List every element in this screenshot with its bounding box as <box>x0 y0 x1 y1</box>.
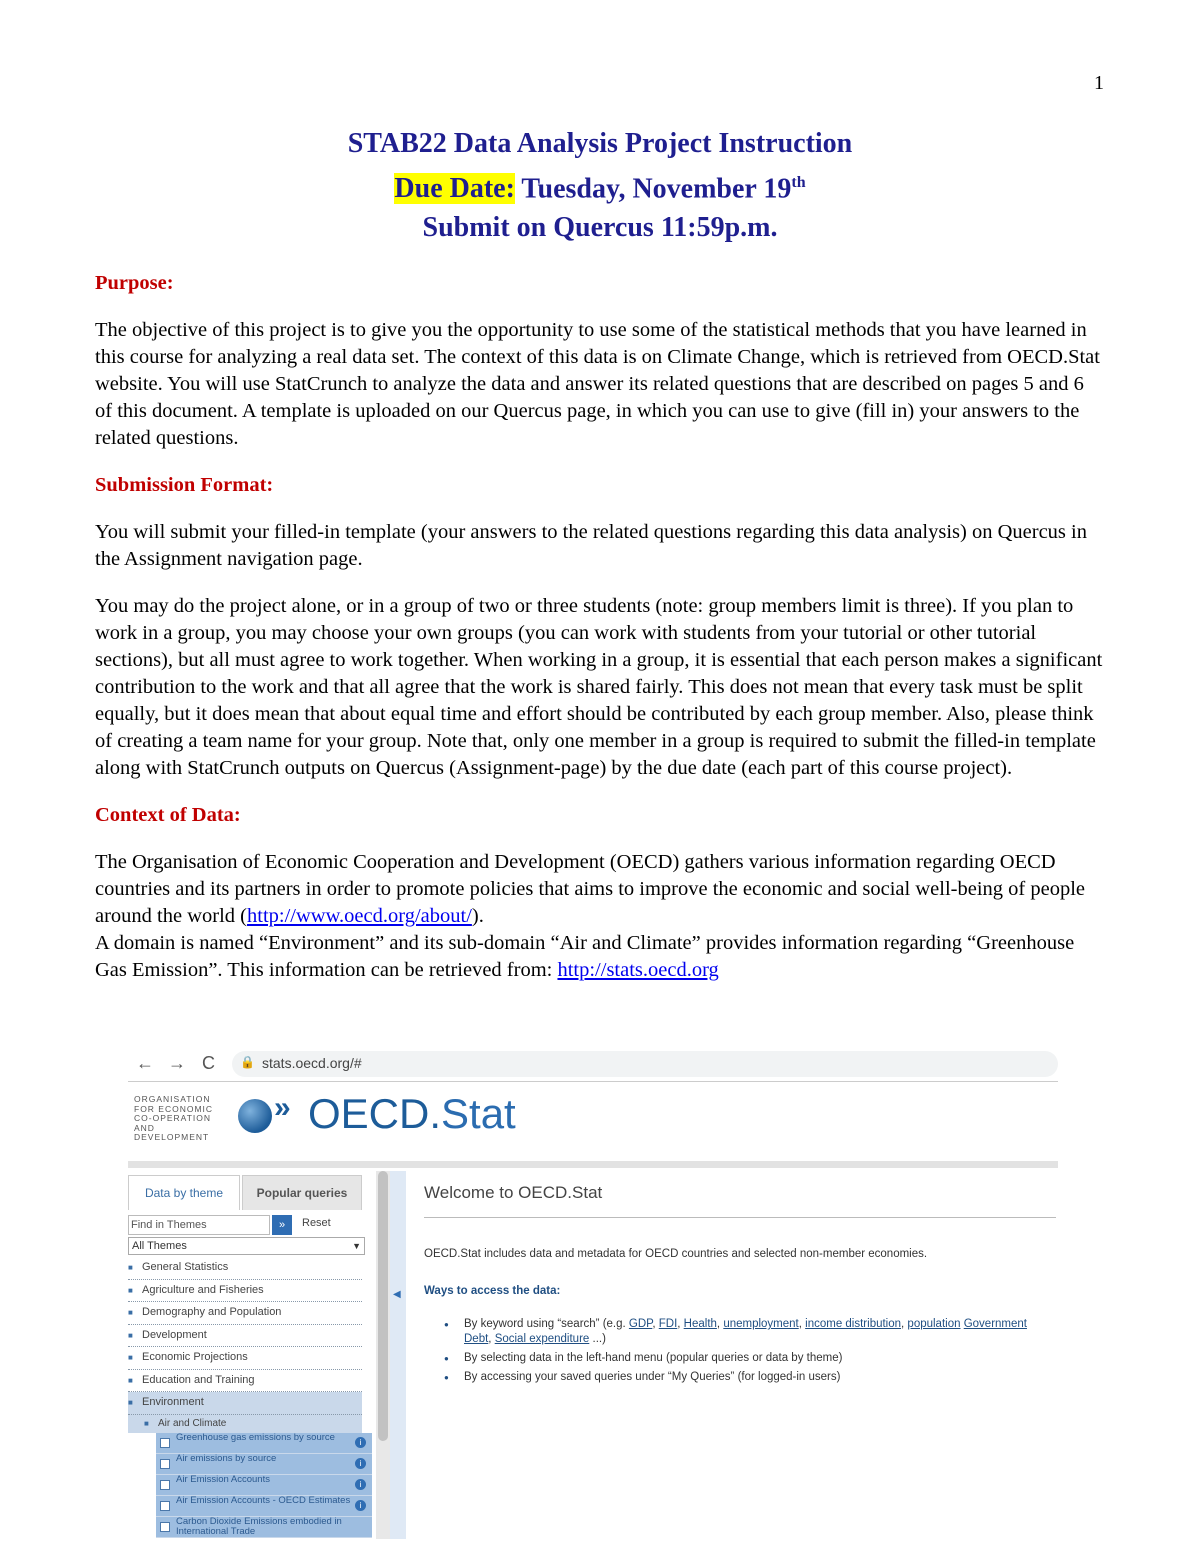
welcome-intro: OECD.Stat includes data and metadata for OECD countries and selected non-member economies. <box>424 1248 928 1260</box>
page-number: 1 <box>1094 72 1104 94</box>
oecd-about-link[interactable]: http://www.oecd.org/about/ <box>247 905 472 927</box>
due-date-value: Tuesday, November 19 <box>514 173 792 205</box>
keyword-link[interactable]: income distribution <box>805 1318 902 1330</box>
ways-heading: Ways to access the data: <box>424 1285 561 1297</box>
dataset-item[interactable] <box>156 1433 372 1454</box>
theme-item-environment[interactable]: ■ Environment <box>128 1392 362 1415</box>
reload-icon[interactable]: C <box>202 1053 215 1073</box>
logo-stat: Stat <box>441 1090 516 1137</box>
oecd-org-name: ORGANISATION FOR ECONOMIC CO-OPERATION AND DEVELOPMENT <box>134 1094 214 1142</box>
keyword-link[interactable]: GDP <box>628 1318 653 1330</box>
submission-heading: Submission Format: <box>95 474 274 496</box>
browser-address-bar <box>128 1047 1058 1082</box>
title-block <box>0 124 1200 247</box>
collapse-arrow-icon[interactable]: ◀ <box>393 1289 401 1300</box>
forward-arrow-icon[interactable]: → <box>168 1053 186 1073</box>
dataset-label: Air Emission Accounts - OECD Estimates <box>176 1495 351 1506</box>
tab-data-by-theme[interactable]: Data by theme <box>128 1175 240 1210</box>
oecd-stats-link[interactable]: http://stats.oecd.org <box>557 959 719 981</box>
collapse-panel-bar[interactable] <box>390 1171 406 1539</box>
purpose-text: The objective of this project is to give you the opportunity to use some of the statistical methods that you have learned in this course for analyzing a real data set. The context of this data is on Climate Change, which is retrieved from OECD.Stat website. You will use StatCrunch to analyze the data and answer its related questions that are described on pages 5 and 6 of this document. A template is uploaded on our Quercus page, in which you can use to give (fill in) your answers to the related questions. <box>95 319 1100 449</box>
theme-tree <box>128 1257 362 1538</box>
context-heading: Context of Data: <box>95 804 241 826</box>
url-text: stats.oecd.org/# <box>262 1055 362 1071</box>
dataset-item[interactable] <box>156 1517 372 1538</box>
due-date-label: Due Date: <box>394 173 515 205</box>
context-p2-text: A domain is named “Environment” and its sub-domain “Air and Climate” provides information regarding “Greenhouse Gas Emission”. This information can be retrieved from: <box>95 932 1075 981</box>
due-date-suffix: th <box>791 174 806 191</box>
theme-item[interactable]: ■ Agriculture and Fisheries <box>128 1280 362 1303</box>
purpose-heading: Purpose: <box>95 272 174 294</box>
context-paragraph-2 <box>95 930 1105 984</box>
keyword-link[interactable]: Government Debt <box>464 1318 1027 1345</box>
chevron-down-icon: ▼ <box>352 1241 361 1251</box>
keyword-link[interactable]: Health <box>683 1318 717 1330</box>
submission-paragraph-1: You will submit your filled-in template (your answers to the related questions regarding this data analysis) on Quercus in the Assignment navigation page. <box>95 521 1087 570</box>
context-p1-end: ). <box>471 905 484 927</box>
tab-popular-queries[interactable]: Popular queries <box>242 1175 362 1210</box>
welcome-title: Welcome to OECD.Stat <box>424 1183 603 1202</box>
theme-item[interactable]: ■ General Statistics <box>128 1257 362 1280</box>
oecd-stat-logo <box>308 1090 516 1138</box>
theme-item[interactable]: ■ Education and Training <box>128 1370 362 1393</box>
keyword-link[interactable]: Social expenditure <box>494 1333 590 1345</box>
globe-logo-icon <box>238 1099 272 1133</box>
bullet-text-end: ...) <box>589 1333 606 1345</box>
reset-button[interactable]: Reset <box>302 1217 331 1229</box>
back-arrow-icon[interactable]: ← <box>136 1053 154 1073</box>
keyword-link[interactable]: population <box>907 1318 961 1330</box>
document-body <box>95 270 1105 984</box>
bullet-text: By keyword using “search” (e.g. <box>464 1318 629 1330</box>
info-icon[interactable]: i <box>355 1500 366 1511</box>
dataset-item[interactable] <box>156 1454 372 1475</box>
context-p1-text: The Organisation of Economic Cooperation and Development (OECD) gathers various information regarding OECD countries and its partners in order to promote policies that aims to improve the economic and social well-being of people around the world ( <box>95 851 1085 927</box>
dataset-item[interactable] <box>156 1496 372 1517</box>
scrollbar-thumb[interactable] <box>378 1171 388 1441</box>
left-scrollbar[interactable] <box>376 1171 390 1539</box>
theme-select[interactable] <box>128 1237 365 1255</box>
dataset-item[interactable] <box>156 1475 372 1496</box>
submission-paragraph-2: You may do the project alone, or in a group of two or three students (note: group members limit is three). If you plan to work in a group, you may choose your own groups (you can work with students from your tutorial or other tutorial sections), but all must agree to work together. When working in a group, it is essential that each person makes a significant contribution to the work and that all agree that the work is shared fairly. This does not mean that every task must be split equally, but it does mean that about equal time and effort should be contributed by each group member. Also, please think of creating a team name for your group. Note that, only one member in a group is required to submit the filled-in template along with StatCrunch outputs on Quercus (Assignment-page) by the due date (each part of this course project). <box>95 595 1103 779</box>
document-title: STAB22 Data Analysis Project Instruction <box>347 128 853 159</box>
list-item: ● By accessing your saved queries under “My Queries” (for logged-in users) <box>444 1370 1056 1385</box>
oecd-screenshot <box>128 1047 1058 1539</box>
left-panel <box>128 1171 378 1539</box>
logo-oecd: OECD. <box>308 1090 442 1137</box>
submit-line: Submit on Quercus 11:59p.m. <box>422 212 778 244</box>
theme-item[interactable]: ■ Development <box>128 1325 362 1348</box>
chevrons-logo-icon: » <box>274 1091 291 1124</box>
ways-list <box>444 1317 1056 1389</box>
keyword-link[interactable]: FDI <box>658 1318 678 1330</box>
dataset-label: Carbon Dioxide Emissions embodied in International Trade <box>176 1516 342 1537</box>
dataset-label: Greenhouse gas emissions by source <box>176 1432 335 1443</box>
url-box[interactable] <box>232 1051 1058 1077</box>
dataset-label: Air emissions by source <box>176 1453 277 1464</box>
info-icon[interactable]: i <box>355 1479 366 1490</box>
due-date-line <box>0 163 1200 208</box>
find-in-themes-input[interactable]: Find in Themes <box>128 1215 270 1235</box>
keyword-link[interactable]: unemployment <box>723 1318 799 1330</box>
info-icon[interactable]: i <box>355 1458 366 1469</box>
theme-item[interactable]: ■ Economic Projections <box>128 1347 362 1370</box>
list-item: ● By selecting data in the left-hand menu (popular queries or data by theme) <box>444 1351 1056 1366</box>
search-go-button[interactable]: » <box>272 1215 292 1235</box>
theme-item[interactable]: ■ Demography and Population <box>128 1302 362 1325</box>
context-paragraph-1 <box>95 849 1105 930</box>
list-item: ● By keyword using “search” (e.g. GDP, FDI, Health, unemployment, income distribution, population Government Debt, Social expenditure ...) <box>444 1317 1056 1347</box>
theme-select-value: All Themes <box>132 1240 187 1252</box>
welcome-divider <box>424 1217 1056 1218</box>
subtheme-air-and-climate[interactable]: ■ Air and Climate <box>128 1415 362 1433</box>
header-divider <box>128 1161 1058 1168</box>
info-icon[interactable]: i <box>355 1437 366 1448</box>
dataset-label: Air Emission Accounts <box>176 1474 270 1485</box>
lock-icon: 🔒 <box>240 1055 255 1069</box>
